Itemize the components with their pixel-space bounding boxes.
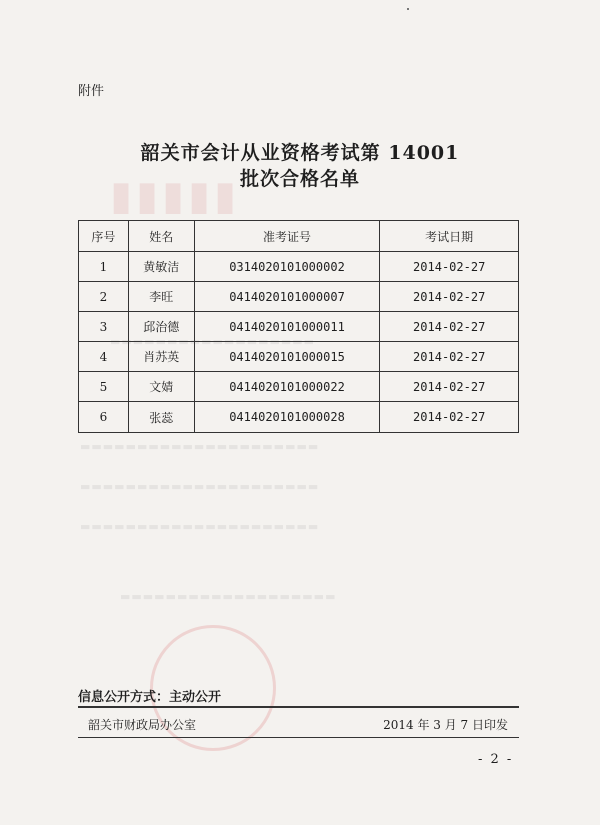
header-seq: 序号: [79, 221, 129, 252]
cell-ticket: 0414020101000011: [194, 312, 380, 342]
disclosure-method: 信息公开方式：主动公开: [78, 690, 222, 705]
document-title-line2: 批次合格名单: [239, 168, 360, 190]
table-row: [79, 372, 519, 402]
cell-name: 肖苏英: [128, 342, 194, 372]
cell-name: 黄敏洁: [128, 252, 194, 282]
cell-seq: 5: [79, 372, 129, 402]
cell-date: 2014-02-27: [380, 252, 519, 282]
qualified-list-table: [78, 220, 519, 433]
cell-seq: 1: [79, 252, 129, 282]
cell-date: 2014-02-27: [380, 282, 519, 312]
cell-ticket: 0414020101000022: [194, 372, 380, 402]
cell-seq: 6: [79, 402, 129, 433]
show-through-text: ▬▬▬▬▬▬▬▬▬▬▬▬▬▬▬▬▬▬▬▬▬: [80, 520, 320, 533]
table-row: [79, 252, 519, 282]
footer-bottom-rule: [78, 737, 519, 738]
table-header-row: [79, 221, 519, 252]
cell-date: 2014-02-27: [380, 402, 519, 433]
table-row: [79, 282, 519, 312]
cell-name: 张蕊: [128, 402, 194, 433]
attachment-label: 附件: [78, 84, 105, 99]
table-row: [79, 312, 519, 342]
header-name: 姓名: [128, 221, 194, 252]
show-through-text: ▬▬▬▬▬▬▬▬▬▬▬▬▬▬▬▬▬▬▬▬▬: [80, 440, 320, 453]
cell-name: 文婧: [128, 372, 194, 402]
cell-ticket: 0414020101000015: [194, 342, 380, 372]
page-number: - 2 -: [478, 752, 514, 767]
cell-seq: 2: [79, 282, 129, 312]
table-row: [79, 342, 519, 372]
show-through-text: ▬▬▬▬▬▬▬▬▬▬▬▬▬▬▬▬▬▬: [110, 335, 316, 348]
cell-seq: 3: [79, 312, 129, 342]
show-through-text: ▬▬▬▬▬▬▬▬▬▬▬▬▬▬▬▬▬▬▬▬▬: [80, 480, 320, 493]
cell-ticket: 0414020101000007: [194, 282, 380, 312]
document-title-line1: 韶关市会计从业资格考试第 14001: [140, 142, 460, 164]
footer-print-date: 2014 年 3 月 7 日印发: [383, 718, 508, 732]
header-ticket: 准考证号: [194, 221, 380, 252]
footer-top-rule: [78, 706, 519, 708]
table-row: [79, 402, 519, 433]
show-through-text: ▬▬▬▬▬▬▬▬▬▬▬▬▬▬▬▬▬▬▬: [120, 590, 337, 603]
scan-speck: [407, 8, 409, 10]
cell-name: 李旺: [128, 282, 194, 312]
cell-date: 2014-02-27: [380, 342, 519, 372]
cell-ticket: 0314020101000002: [194, 252, 380, 282]
header-date: 考试日期: [380, 221, 519, 252]
footer-issuer: 韶关市财政局办公室: [88, 718, 197, 732]
cell-name: 邱治德: [128, 312, 194, 342]
cell-ticket: 0414020101000028: [194, 402, 380, 433]
cell-seq: 4: [79, 342, 129, 372]
show-through-letterhead: ▮▮▮▮▮: [110, 172, 241, 219]
cell-date: 2014-02-27: [380, 372, 519, 402]
cell-date: 2014-02-27: [380, 312, 519, 342]
